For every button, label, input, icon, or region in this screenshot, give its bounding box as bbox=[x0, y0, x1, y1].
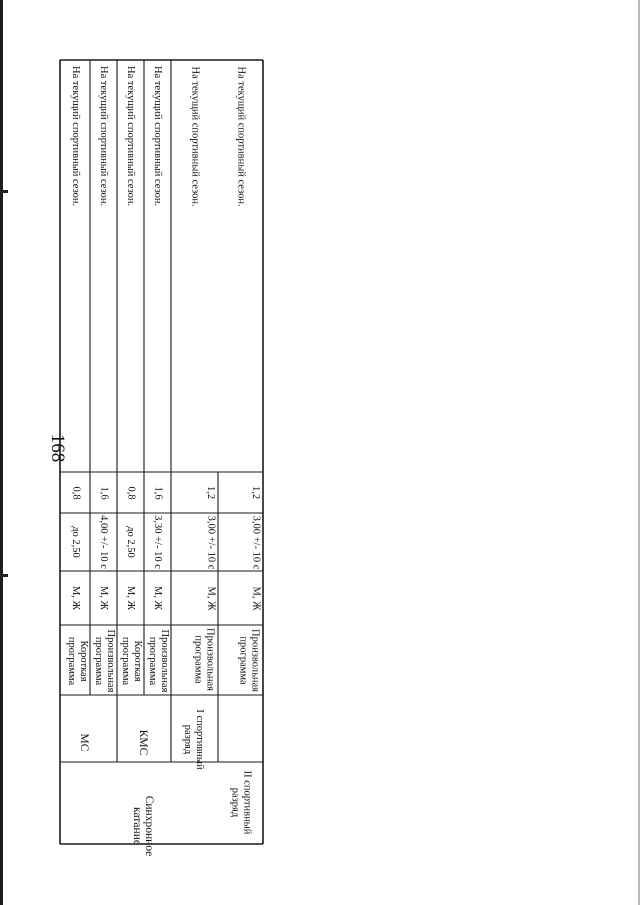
duration-cell: до 2,50 bbox=[125, 526, 136, 558]
term-cell: На текущий спортивный сезон. bbox=[152, 66, 163, 207]
program-cell: Произвольная программа bbox=[147, 629, 170, 693]
coefficient-cell: 1,2 bbox=[205, 485, 216, 500]
sex-cell: М, Ж bbox=[152, 586, 163, 610]
page-number: 168 bbox=[47, 433, 68, 463]
discipline-cell: Синхронное катание bbox=[131, 795, 155, 857]
duration-cell: 3,00 +/- 10 с bbox=[205, 515, 217, 570]
program-cell: Произвольная программа bbox=[237, 629, 261, 692]
coefficient-cell: 1,2 bbox=[250, 485, 261, 500]
sex-cell: М, Ж bbox=[98, 586, 109, 610]
sex-cell: М, Ж bbox=[125, 586, 136, 610]
sex-cell: М, Ж bbox=[250, 586, 262, 611]
program-cell: Произвольная программа bbox=[93, 629, 116, 693]
term-cell: На текущий спортивный сезон. bbox=[236, 66, 247, 207]
duration-cell: 4,00 +/- 10 с bbox=[98, 515, 109, 569]
term-cell: На текущий спортивный сезон. bbox=[70, 66, 81, 207]
term-cell: На текущий спортивный сезон. bbox=[98, 66, 109, 207]
rank-cell-i: I спортивный разряд bbox=[182, 709, 206, 770]
program-cell: Произвольная программа bbox=[192, 628, 216, 691]
rank-cell-ii: II спортивный разряд bbox=[230, 770, 253, 835]
program-cell: Короткая программа bbox=[66, 636, 89, 686]
sex-cell: М, Ж bbox=[205, 586, 217, 611]
term-cell: На текущий спортивный сезон. bbox=[190, 66, 201, 207]
duration-cell: 3,30 +/- 10 с bbox=[152, 515, 163, 569]
coefficient-cell: 1,6 bbox=[152, 486, 164, 500]
sex-cell: М, Ж bbox=[70, 586, 81, 610]
duration-cell: 3,00 +/- 10 с bbox=[250, 515, 262, 570]
rank-cell-ms: МС bbox=[78, 733, 91, 752]
rank-cell-kms: КМС bbox=[137, 729, 150, 756]
coefficient-cell: 1,6 bbox=[98, 486, 110, 500]
term-cell: На текущий спортивный сезон. bbox=[125, 66, 136, 207]
coefficient-cell: 0,8 bbox=[70, 486, 82, 500]
duration-cell: до 2,50 bbox=[70, 526, 81, 558]
program-cell: Короткая программа bbox=[120, 636, 143, 686]
coefficient-cell: 0,8 bbox=[125, 486, 137, 500]
